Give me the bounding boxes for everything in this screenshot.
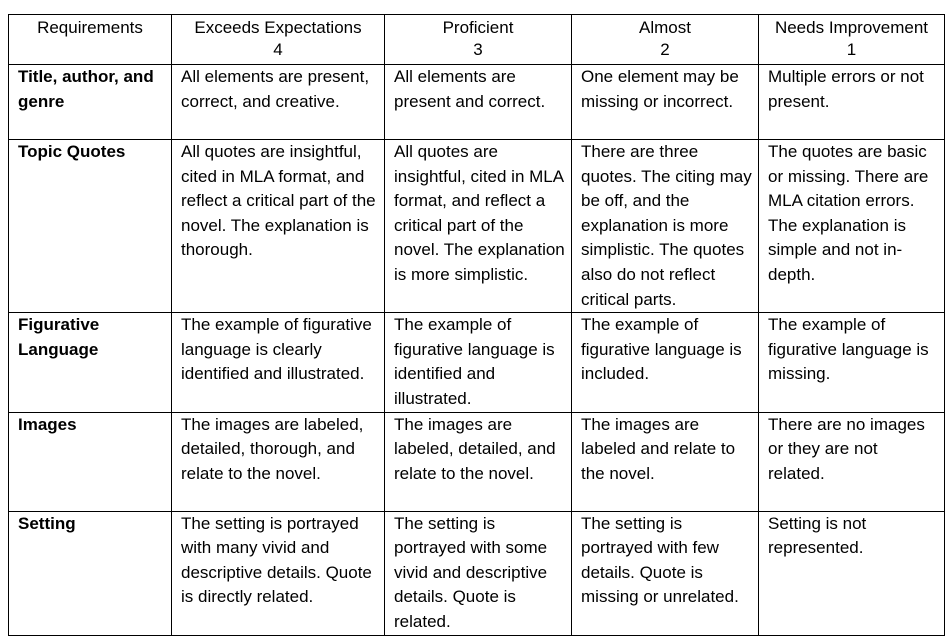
level-header-almost bbox=[572, 15, 759, 65]
table-row bbox=[9, 140, 945, 313]
criteria-cell: The example of figurative language is included. bbox=[572, 313, 759, 412]
level-label: Needs Improvement bbox=[774, 18, 929, 37]
requirement-cell: Topic Quotes bbox=[9, 140, 172, 313]
criteria-cell: All elements are present, correct, and creative. bbox=[172, 65, 385, 140]
requirement-cell: Figurative Language bbox=[9, 313, 172, 412]
criteria-cell: The example of figurative language is identified and illustrated. bbox=[385, 313, 572, 412]
header-row bbox=[9, 15, 945, 65]
criteria-cell: The example of figurative language is clearly identified and illustrated. bbox=[172, 313, 385, 412]
criteria-cell: One element may be missing or incorrect. bbox=[572, 65, 759, 140]
requirement-cell: Title, author, and genre bbox=[9, 65, 172, 140]
criteria-cell: The setting is portrayed with few details. Quote is missing or unrelated. bbox=[572, 511, 759, 635]
table-row bbox=[9, 511, 945, 635]
requirements-header: Requirements bbox=[9, 15, 172, 65]
table-row bbox=[9, 412, 945, 511]
criteria-cell: The images are labeled and relate to the novel. bbox=[572, 412, 759, 511]
level-label: Exceeds Expectations bbox=[194, 18, 362, 37]
level-header-needs-improvement bbox=[759, 15, 945, 65]
level-score: 1 bbox=[846, 40, 857, 59]
criteria-cell: All quotes are insightful, cited in MLA format, and reflect a critical part of the novel. The explanation is thorough. bbox=[172, 140, 385, 313]
level-label: Almost bbox=[639, 18, 691, 37]
criteria-cell: There are no images or they are not related. bbox=[759, 412, 945, 511]
level-header-proficient bbox=[385, 15, 572, 65]
level-header-exceeds bbox=[172, 15, 385, 65]
criteria-cell: The quotes are basic or missing. There are MLA citation errors. The explanation is simple and not in-depth. bbox=[759, 140, 945, 313]
level-score: 2 bbox=[660, 40, 670, 59]
level-score: 4 bbox=[273, 40, 283, 59]
criteria-cell: All elements are present and correct. bbox=[385, 65, 572, 140]
criteria-cell: The example of figurative language is missing. bbox=[759, 313, 945, 412]
criteria-cell: Multiple errors or not present. bbox=[759, 65, 945, 140]
level-label: Proficient bbox=[442, 18, 514, 37]
criteria-cell: Setting is not represented. bbox=[759, 511, 945, 635]
requirement-cell: Images bbox=[9, 412, 172, 511]
table-row bbox=[9, 313, 945, 412]
criteria-cell: The setting is portrayed with many vivid and descriptive details. Quote is directly related. bbox=[172, 511, 385, 635]
rubric-table bbox=[8, 14, 945, 636]
criteria-cell: The setting is portrayed with some vivid and descriptive details. Quote is related. bbox=[385, 511, 572, 635]
requirement-cell: Setting bbox=[9, 511, 172, 635]
criteria-cell: All quotes are insightful, cited in MLA format, and reflect a critical part of the novel. The explanation is more simplistic. bbox=[385, 140, 572, 313]
criteria-cell: There are three quotes. The citing may be off, and the explanation is more simplistic. The quotes also do not reflect critical parts. bbox=[572, 140, 759, 313]
level-score: 3 bbox=[473, 40, 483, 59]
criteria-cell: The images are labeled, detailed, thorough, and relate to the novel. bbox=[172, 412, 385, 511]
table-row bbox=[9, 65, 945, 140]
criteria-cell: The images are labeled, detailed, and relate to the novel. bbox=[385, 412, 572, 511]
